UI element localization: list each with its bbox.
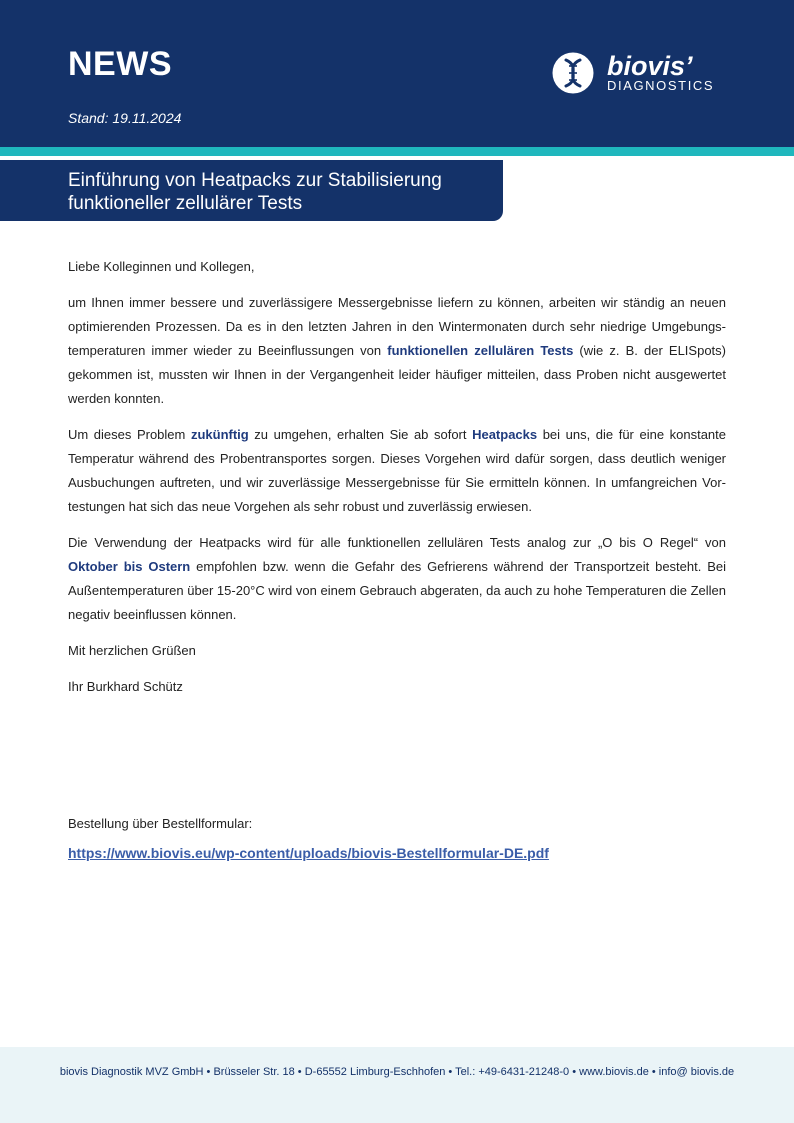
article-body xyxy=(68,255,726,711)
highlight-future: zukünftig xyxy=(190,427,249,442)
text-span: Die Verwendung der Heatpacks wird für alle funktionellen zellulären Tests analog zur „O bis O Regel“ von xyxy=(68,535,726,550)
news-title: NEWS xyxy=(68,45,172,83)
paragraph-1 xyxy=(68,291,726,411)
article-title: Einführung von Heatpacks zur Stabilisierung funktioneller zellulärer Tests xyxy=(68,170,442,214)
text-span: zu umgehen, erhalten Sie ab sofort xyxy=(248,427,473,442)
dna-helix-icon xyxy=(552,52,594,94)
greeting: Liebe Kolleginnen und Kollegen, xyxy=(68,259,255,274)
text-span: um Ihnen immer bessere und zuverlässigere Messergebnisse liefern zu können, arbeiten wir ständig an neuen optimierenden Prozessen. Da es in den letzten Jahren in den Wintermonaten durch sehr niedrige Umgebungs-temperaturen immer wieder zu Beeinflussungen von xyxy=(68,295,726,358)
paragraph-2 xyxy=(68,423,726,519)
highlight-functional-tests: funktionellen zellulären Tests xyxy=(387,343,574,358)
order-section xyxy=(68,815,726,863)
accent-stripe xyxy=(0,147,794,156)
highlight-heatpacks: Heatpacks xyxy=(472,427,538,442)
highlight-october-easter: Oktober bis Ostern xyxy=(68,559,191,574)
biovis-logo xyxy=(552,52,742,96)
text-span: Um dieses Problem xyxy=(68,427,191,442)
logo-subtitle: DIAGNOSTICS xyxy=(607,78,715,93)
order-form-link[interactable]: https://www.biovis.eu/wp-content/uploads/biovis-Bestellformular-DE.pdf xyxy=(68,845,549,861)
text-span: empfohlen bzw. wenn die Gefahr des Gefrierens während der Transportzeit besteht. Bei Außentemperaturen über 15-20°C wird von einem Gebrauch abgeraten, da auch zu hohe Temperaturen die Zellen negativ beeinflussen können. xyxy=(68,559,727,622)
logo-wordmark: biovis’ xyxy=(607,51,693,81)
paragraph-3 xyxy=(68,531,726,627)
footer xyxy=(0,1047,794,1123)
issue-date: Stand: 19.11.2024 xyxy=(68,110,182,126)
signature: Ihr Burkhard Schütz xyxy=(68,679,183,694)
text-span: bei uns, die für eine konstante Temperatur während des Probentransportes sorgen. Dieses Vorgehen wird dafür sorgen, dass deutlich weniger Ausbuchungen auftreten, und wir zuverlässige Messergebnisse für Sie ermitteln können. In umfangreichen Vor-testungen hat sich das neue Vorgehen als sehr robust und zuverlässig erwiesen. xyxy=(68,427,726,514)
order-label: Bestellung über Bestellformular: xyxy=(68,816,253,831)
footer-contact: biovis Diagnostik MVZ GmbH • Brüsseler Str. 18 • D-65552 Limburg-Eschhofen • Tel.: +49-6431-21248-0 • www.biovis.de • info@ biovis.de xyxy=(59,1066,735,1078)
text-span: (wie z. B. der ELISpots) gekommen ist, mussten wir Ihnen in der Vergangenheit leider häufiger mitteilen, dass Proben nicht ausgewertet werden konnten. xyxy=(68,343,726,406)
closing: Mit herzlichen Grüßen xyxy=(68,643,196,658)
